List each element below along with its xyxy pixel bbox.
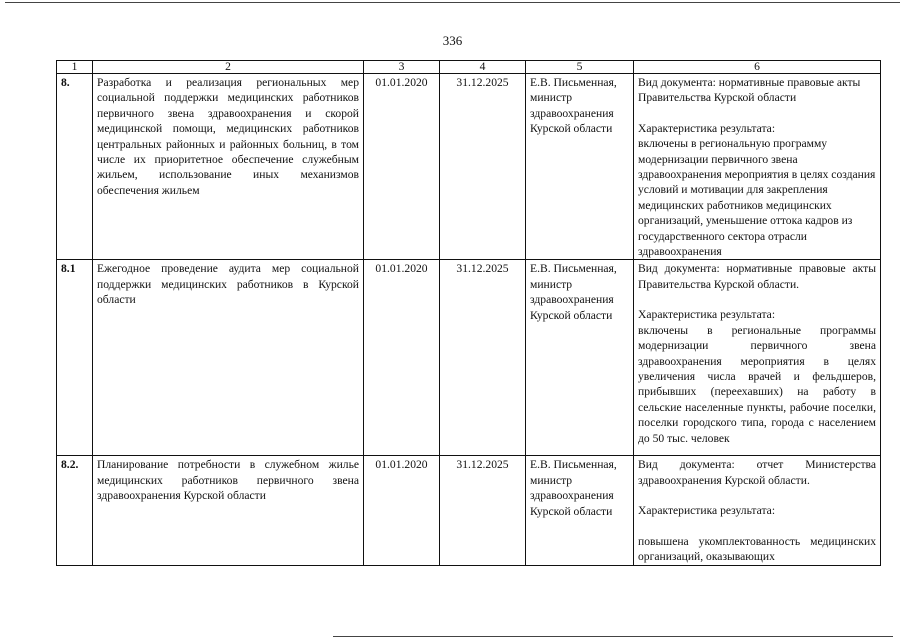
result-heading: Характеристика результата: (638, 308, 776, 322)
end-date: 31.12.2025 (440, 456, 526, 565)
column-header: 6 (634, 61, 881, 74)
activity-cell: Ежегодное проведение аудита мер социальной поддержки медицинских работников в Курской области (93, 260, 364, 456)
document-type: Вид документа: отчет Министерства здравоохранения Курской области. (638, 458, 876, 487)
table-row (57, 260, 881, 456)
column-header: 5 (526, 61, 634, 74)
row-number: 8. (57, 74, 93, 260)
start-date: 01.01.2020 (364, 260, 440, 456)
column-number-row (57, 61, 881, 74)
result-text: включены в региональные программы модернизации первичного звена здравоохранения мероприятия в целях увеличения числа врачей и фельдшеров, прибывших (переехавших) на работу в сельские населенные пункты, рабочие поселки, поселки городского типа, города с населением до 50 тыс. человек (638, 323, 876, 445)
result-text: повышена укомплектованность медицинских организаций, оказывающих (638, 534, 876, 564)
page-number: 336 (442, 33, 463, 48)
result-cell (634, 456, 881, 565)
column-header: 2 (93, 61, 364, 74)
responsible-cell: Е.В. Письменная, министр здравоохранения Курской области (526, 260, 634, 456)
responsible-cell: Е.В. Письменная, министр здравоохранения Курской области (526, 74, 634, 260)
responsible-cell: Е.В. Письменная, министр здравоохранения Курской области (526, 456, 634, 565)
top-rule (5, 2, 900, 3)
row-number: 8.2. (57, 456, 93, 565)
column-header: 3 (364, 61, 440, 74)
activity-cell: Разработка и реализация региональных мер социальной поддержки медицинских работников первичного звена здравоохранения и скорой медицинской помощи, медицинских работников центральных районных и районных больниц, в том числе их приоритетное обеспечение служебным жильем, использование иных механизмов обеспечения жильем (93, 74, 364, 260)
bottom-rule (333, 636, 893, 637)
table-row (57, 74, 881, 260)
column-header: 1 (57, 61, 93, 74)
result-heading: Характеристика результата: (638, 121, 776, 135)
column-header: 4 (440, 61, 526, 74)
end-date: 31.12.2025 (440, 260, 526, 456)
document-type: Вид документа: нормативные правовые акты Правительства Курской области (638, 76, 861, 105)
start-date: 01.01.2020 (364, 456, 440, 565)
activity-cell: Планирование потребности в служебном жилье медицинских работников первичного звена здравоохранения Курской области (93, 456, 364, 565)
row-number: 8.1 (57, 260, 93, 456)
start-date: 01.01.2020 (364, 74, 440, 260)
result-heading: Характеристика результата: (638, 504, 776, 518)
measures-table (56, 60, 881, 566)
result-cell (634, 74, 881, 260)
table-row (57, 456, 881, 565)
end-date: 31.12.2025 (440, 74, 526, 260)
result-cell (634, 260, 881, 456)
result-text: включены в региональную программу модернизации первичного звена здравоохранения мероприятия в целях создания условий и мотивации для закрепления медицинских работников медицинских организаций, уменьшение оттока кадров из государственного сектора отрасли здравоохранения (638, 137, 876, 259)
document-type: Вид документа: нормативные правовые акты Правительства Курской области. (638, 262, 876, 291)
